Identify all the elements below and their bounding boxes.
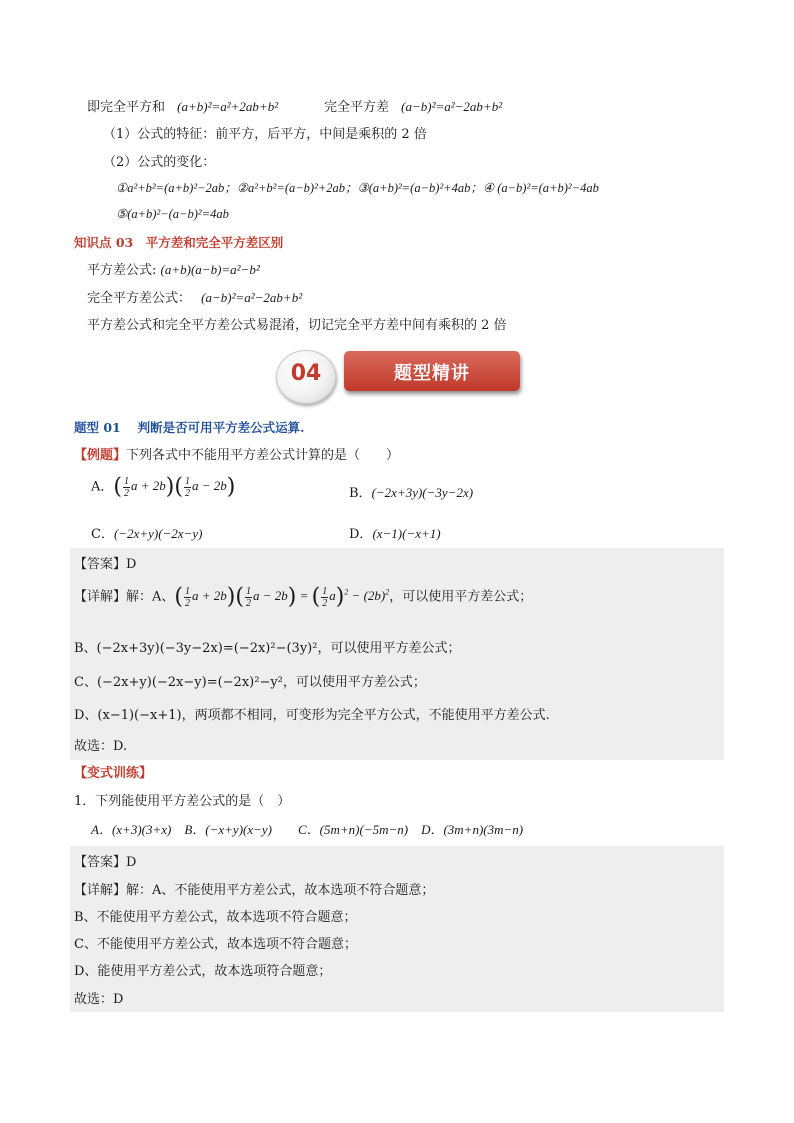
variant-detail-d: D、能使用平方差公式，故本选项符合题意； — [74, 964, 332, 979]
banner-ribbon — [344, 351, 520, 391]
example-detail-a — [74, 585, 532, 610]
perfect-square-diff-label: 完全平方差公式： — [87, 291, 192, 306]
option-d — [349, 523, 441, 542]
formula-feature: （1）公式的特征：前平方，后平方，中间是乘积的 2 倍 — [103, 127, 427, 142]
section-banner — [276, 350, 522, 402]
option-b-label: B． — [349, 486, 372, 501]
diff-of-squares-formula: (a+b)(a−b)=a²−b² — [160, 262, 260, 277]
diff-of-squares-line — [87, 259, 260, 278]
example-detail-a-suffix: ，可以使用平方差公式； — [389, 589, 533, 605]
variant-detail-c: C、不能使用平方差公式，故本选项不符合题意； — [74, 937, 357, 952]
example-choice: 故选：D. — [74, 739, 128, 754]
variant-choice: 故选：D — [74, 992, 124, 1007]
option-d-expr: (x−1)(−x+1) — [372, 526, 441, 541]
example-question — [74, 444, 399, 463]
example-detail-b: B、(−2x+3y)(−3y−2x)=(−2x)²−(3y)²，可以使用平方差公式； — [74, 641, 461, 656]
variant-question: 1．下列能使用平方差公式的是（ ） — [74, 794, 291, 809]
option-b-expr: (−2x+3y)(−3y−2x) — [371, 485, 474, 500]
option-a-label: A． — [91, 479, 114, 495]
perfect-square-diff-line — [87, 287, 302, 306]
example-question-text: 下列各式中不能用平方差公式计算的是（ ） — [126, 448, 400, 463]
formula-variations-row2: ⑤(a+b)²−(a−b)²=4ab — [116, 207, 229, 221]
banner-title: 题型精讲 — [394, 363, 470, 384]
variant-options: A．(x+3)(3+x) B．(−x+y)(x−y) C．(5m+n)(−5m−n) D．(3m+n)(3m−n) — [91, 822, 524, 837]
example-detail-a-prefix: 【详解】解：A、 — [74, 589, 175, 605]
example-detail-d: D、(x−1)(−x+1)，两项都不相同，可变形为完全平方公式，不能使用平方差公式. — [74, 708, 550, 723]
knowledge-point-title: 知识点 03 平方差和完全平方差区别 — [74, 235, 284, 250]
banner-number-badge — [276, 350, 336, 404]
question-type-title: 题型 01 判断是否可用平方差公式运算. — [74, 420, 305, 435]
example-detail-c: C、(−2x+y)(−2x−y)=(−2x)²−y²，可以使用平方差公式； — [74, 675, 426, 690]
formula-variation-heading: （2）公式的变化： — [103, 155, 216, 170]
example-tag: 【例题】 — [74, 448, 127, 463]
option-c-label: C． — [91, 527, 114, 542]
diff-of-squares-label: 平方差公式: — [87, 263, 157, 278]
variant-answer: 【答案】D — [74, 855, 137, 870]
option-c — [91, 523, 202, 542]
perfect-square-diff-formula: (a−b)²=a²−2ab+b² — [201, 290, 303, 305]
variant-detail-b: B、不能使用平方差公式，故本选项不符合题意； — [74, 910, 357, 925]
option-a-expr: ( $\frac{1}{2}$ a + 2b)( $\frac{1}{2}$ a − 2b) — [113, 475, 236, 500]
variant-training-tag: 【变式训练】 — [74, 766, 153, 781]
option-b — [349, 482, 473, 501]
full-square-diff-label: 完全平方差 — [324, 100, 390, 115]
variant-detail-a: 【详解】解：A、不能使用平方差公式，故本选项不符合题意； — [74, 883, 435, 898]
example-detail-a-expr: ( $\frac{1}{2}$ a + 2b)( $\frac{1}{2}$ a − 2b) = ( $\frac{1}{2}$ $a)^2 - (2b)^2$ — [174, 585, 390, 610]
example-answer: 【答案】D — [74, 557, 137, 572]
option-c-expr: (−2x+y)(−2x−y) — [113, 526, 203, 541]
full-square-diff-formula: (a−b)²=a²−2ab+b² — [401, 99, 503, 114]
variant-answer-block — [70, 846, 724, 1012]
full-square-sum-formula: (a+b)²=a²+2ab+b² — [177, 99, 279, 114]
option-a — [91, 475, 235, 500]
option-d-label: D． — [349, 527, 373, 542]
formula-variations-row1: ①a²+b²=(a+b)²−2ab；②a²+b²=(a−b)²+2ab；③(a+b)²=(a−b)²+4ab；④ (a−b)²=(a+b)²−4ab — [116, 181, 599, 195]
full-square-line — [87, 96, 278, 115]
full-square-diff-line — [324, 96, 502, 115]
full-square-sum-label: 即完全平方和 — [87, 100, 166, 115]
banner-number: 04 — [290, 361, 322, 386]
confusion-note: 平方差公式和完全平方差公式易混淆，切记完全平方差中间有乘积的 2 倍 — [87, 318, 507, 333]
